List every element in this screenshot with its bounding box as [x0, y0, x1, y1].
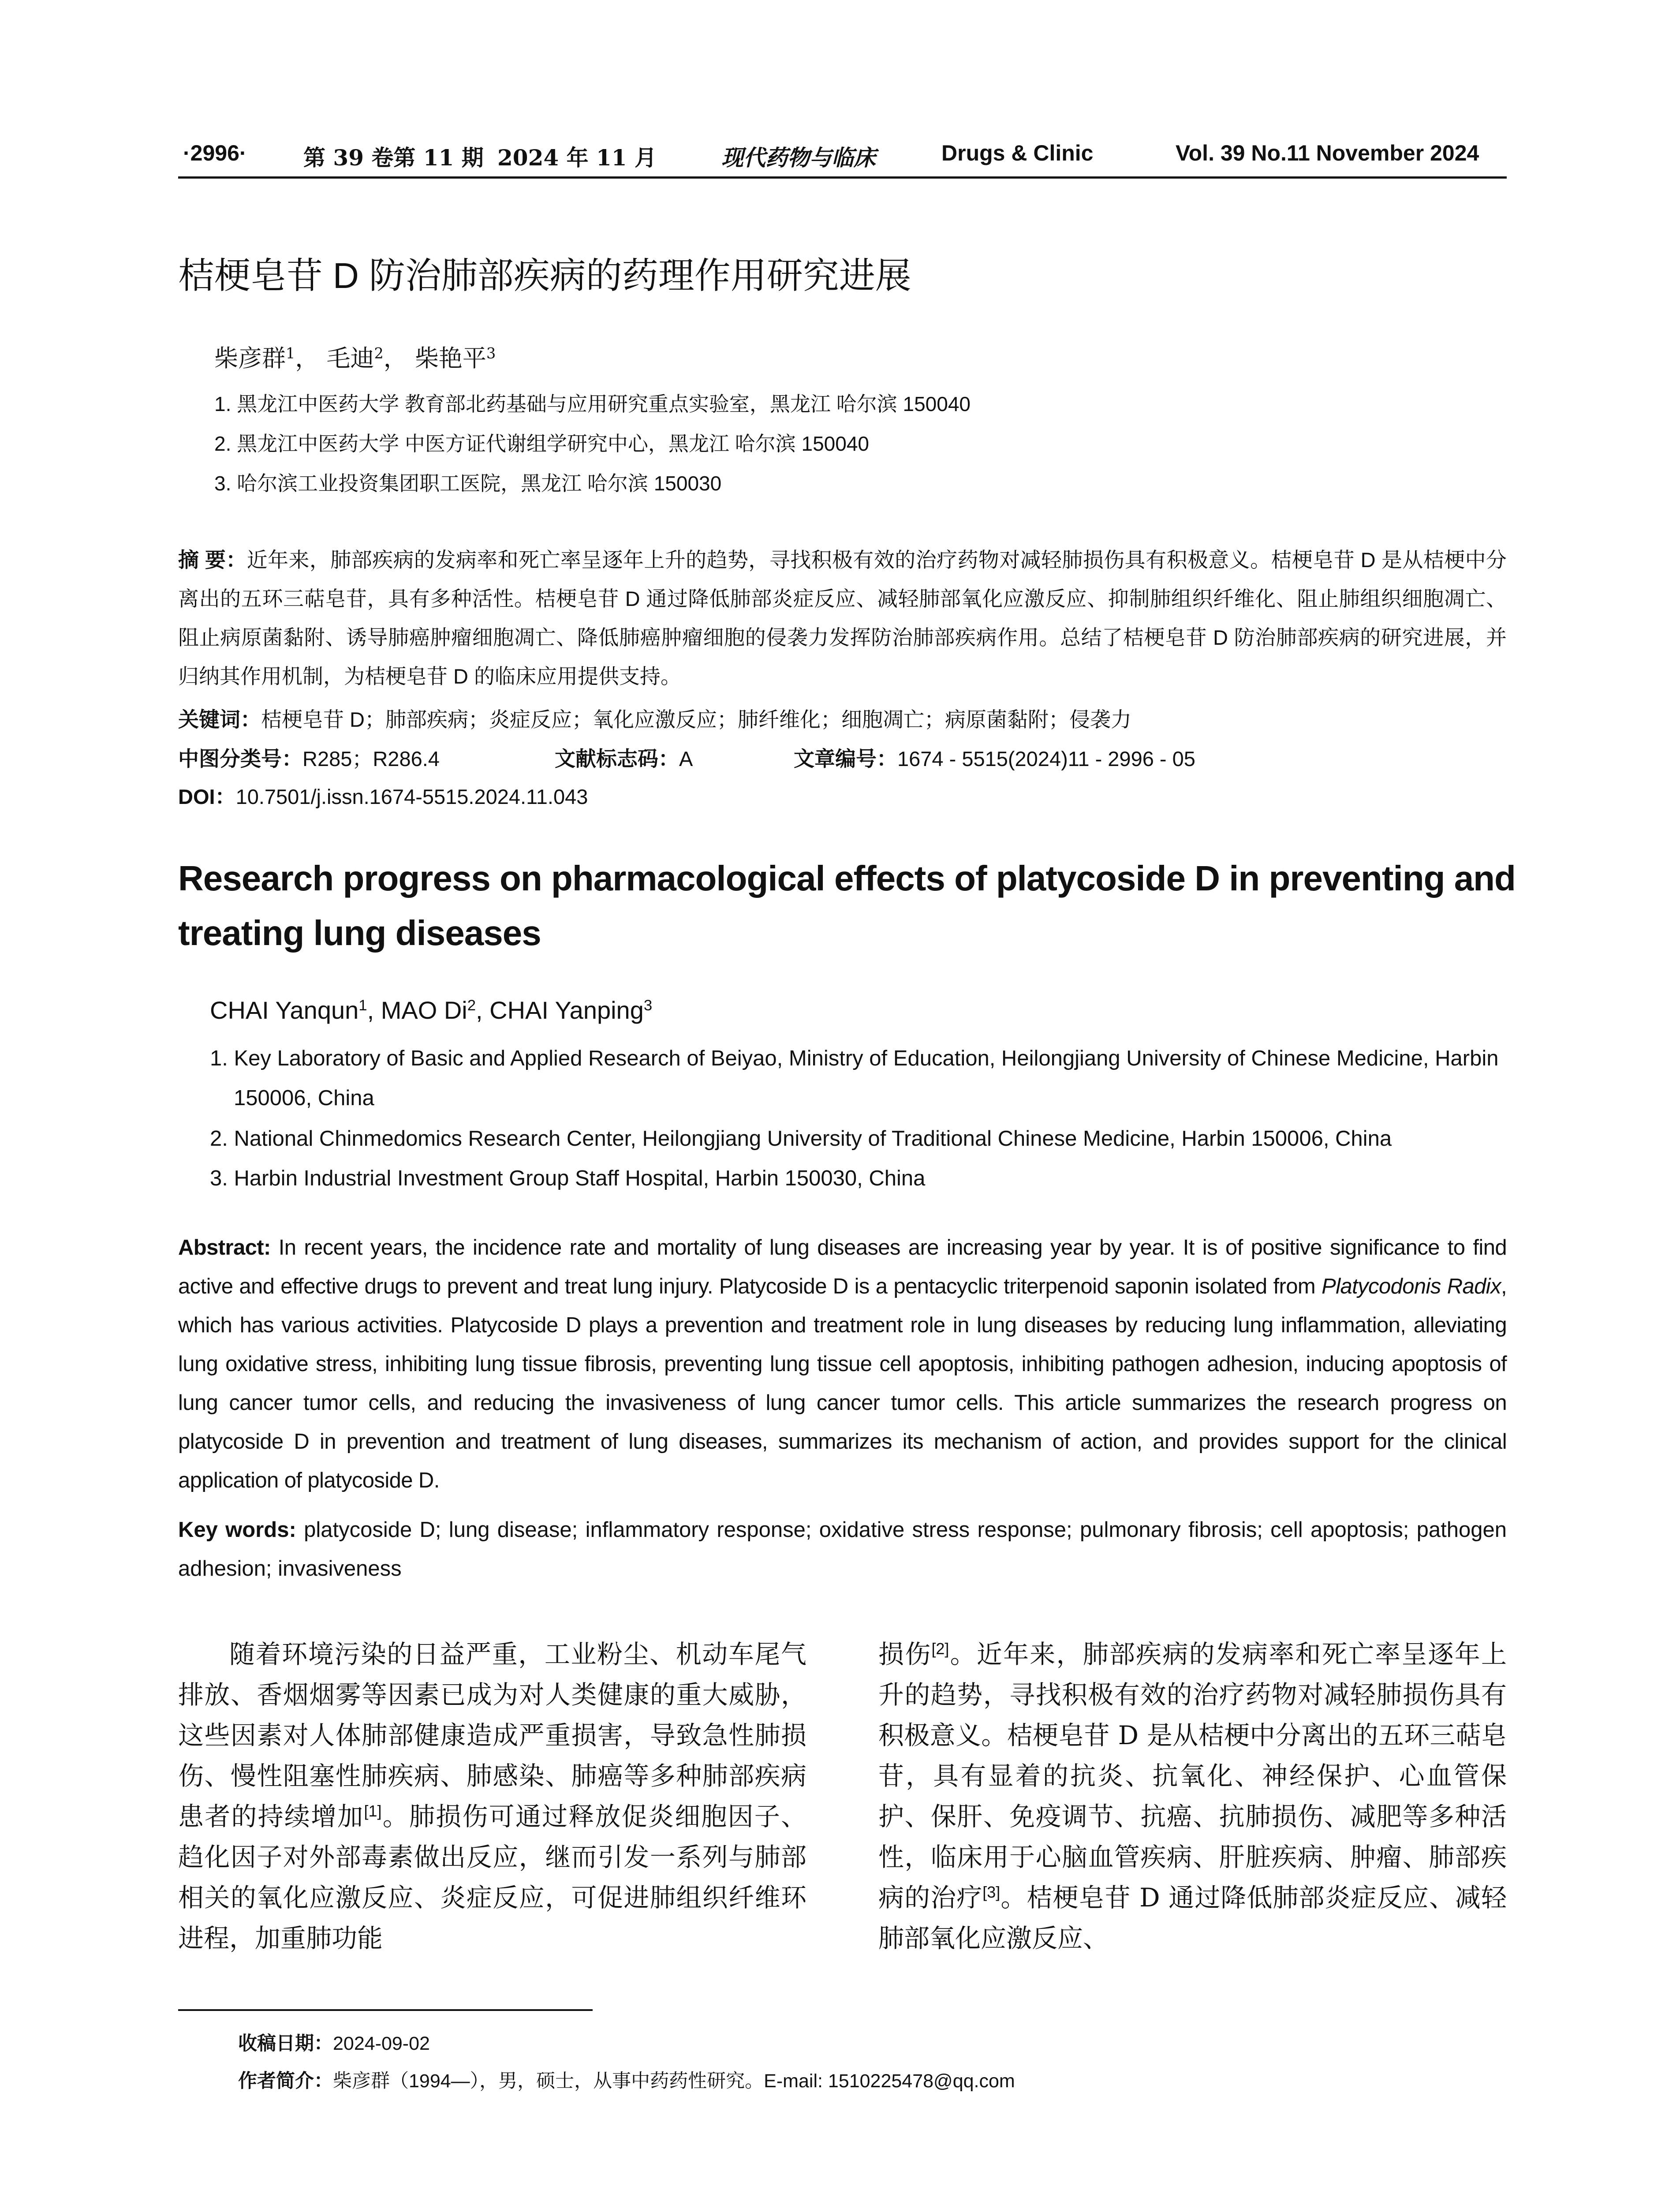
- body-text: 。桔梗皂苷 D 通过降低肺部炎症反应、减轻肺部氧化应激反应、: [878, 1883, 1507, 1953]
- article-number-value: 1674 - 5515(2024)11 - 2996 - 05: [897, 747, 1195, 770]
- citation-ref: [1]: [364, 1802, 382, 1820]
- header-journal-en: Drugs & Clinic: [941, 141, 1094, 165]
- header-volume-en: Vol. 39 No.11 November 2024: [1176, 141, 1479, 165]
- doi-label: DOI：: [178, 785, 236, 808]
- affiliation-cn: 2. 黑龙江中医药大学 中医方证代谢组学研究中心，黑龙江 哈尔滨 150040: [214, 432, 869, 455]
- article-title-en: Research progress on pharmacological effects of platycoside D in preventing and treating lung diseases: [178, 859, 1516, 953]
- body-column-right: [878, 1634, 1507, 1958]
- keywords-text-en: platycoside D; lung disease; inflammatory response; oxidative stress response; pulmonary fibrosis; cell apoptosis; pathogen adhesion; invasiveness: [178, 1518, 1507, 1581]
- abstract-label-cn: 摘 要：: [178, 548, 247, 572]
- keywords-text-cn: 桔梗皂苷 D；肺部疾病；炎症反应；氧化应激反应；肺纤维化；细胞凋亡；病原菌黏附；侵袭力: [261, 708, 1131, 731]
- author-sup: 1: [286, 344, 295, 362]
- keywords-label-en: Key words:: [178, 1518, 296, 1542]
- author-sup: 1: [358, 997, 367, 1014]
- doi-line: [178, 781, 588, 810]
- header-volume-cn: 第 39 卷第 11 期: [303, 145, 484, 171]
- authors-en: CHAI Yanqun$^1$, MAO Di$^2$, CHAI Yanping$^3$: [210, 996, 653, 1024]
- article-title-cn: 桔梗皂苷 D 防治肺部疾病的药理作用研究进展: [178, 256, 911, 296]
- author-name: 柴彦群: [214, 344, 286, 372]
- abstract-text-en: In recent years, the incidence rate and mortality of lung diseases are increasing year by year. It is of positive significance to find active and effective drugs to prevent and treat lung injury. Platycoside D is a pentacyclic triterpenoid saponin isolated from: [178, 1236, 1507, 1298]
- clc-value: R285；R286.4: [302, 747, 440, 770]
- author-name: 柴艳平: [414, 344, 486, 372]
- received-date: 2024-09-02: [333, 2033, 430, 2054]
- body-text: 。肺损伤可通过释放促炎细胞因子、趋化因子对外部毒素做出反应，继而引发一系列与肺部相关的氧化应激反应、炎症反应，可促进肺组织纤维环进程，加重肺功能: [178, 1801, 806, 1953]
- author-name: MAO Di: [381, 996, 467, 1024]
- citation-ref: [2]: [931, 1640, 949, 1658]
- doc-code-label: 文献标志码：: [555, 747, 679, 770]
- doc-code: [555, 743, 693, 772]
- author-sup: 2: [374, 344, 384, 362]
- citation-ref: [3]: [982, 1883, 1001, 1902]
- classification-line: [178, 743, 440, 772]
- abstract-cn: [178, 541, 1507, 696]
- abstract-text-cn: 近年来，肺部疾病的发病率和死亡率呈逐年上升的趋势，寻找积极有效的治疗药物对减轻肺损伤具有积极意义。桔梗皂苷 D 是从桔梗中分离出的五环三萜皂苷，具有多种活性。桔梗皂苷 D 通过降低肺部炎症反应、减轻肺部氧化应激反应、抑制肺组织纤维化、阻止肺组织细胞凋亡、阻止病原菌黏附、诱导肺癌肿瘤细胞凋亡、降低肺癌肿瘤细胞的侵袭力发挥防治肺部疾病作用。总结了桔梗皂苷 D 防治肺部疾病的研究进展，并归纳其作用机制，为桔梗皂苷 D 的临床应用提供支持。: [178, 548, 1507, 688]
- author-name: CHAI Yanping: [489, 996, 644, 1024]
- abstract-en: [178, 1228, 1507, 1500]
- clc-label: 中图分类号：: [178, 747, 302, 770]
- author-bio-label: 作者简介：: [238, 2070, 333, 2092]
- abstract-italic-en: Platycodonis Radix: [1322, 1274, 1501, 1298]
- keywords-en: [178, 1510, 1507, 1588]
- footnote-author: [238, 2066, 1015, 2093]
- doi-value: 10.7501/j.issn.1674-5515.2024.11.043: [235, 785, 588, 808]
- page-number: ·2996·: [183, 141, 247, 165]
- affiliation-cn: 3. 哈尔滨工业投资集团职工医院，黑龙江 哈尔滨 150030: [214, 472, 722, 495]
- footnote-received: [238, 2029, 430, 2056]
- body-text: 随着环境污染的日益严重，工业粉尘、机动车尾气排放、香烟烟雾等因素已成为对人类健康的重大威胁，这些因素对人体肺部健康造成严重损害，导致急性肺损伤、慢性阻塞性肺疾病、肺感染、肺癌等多种肺部疾病患者的持续增加: [178, 1639, 806, 1831]
- author-name: 毛迪: [326, 344, 374, 372]
- received-label: 收稿日期：: [238, 2033, 333, 2054]
- author-sup: 3: [643, 997, 653, 1014]
- header-rule: [178, 176, 1507, 179]
- header-journal-cn: 现代药物与临床: [721, 145, 876, 171]
- affiliation-cn: 1. 黑龙江中医药大学 教育部北药基础与应用研究重点实验室，黑龙江 哈尔滨 150040: [214, 392, 971, 415]
- body-text: 损伤: [878, 1639, 932, 1669]
- author-sup: 2: [467, 997, 476, 1014]
- keywords-cn: [178, 703, 1131, 733]
- author-name: CHAI Yanqun: [210, 996, 359, 1024]
- author-bio: 柴彦群（1994—），男，硕士，从事中药药性研究。E-mail: 1510225478@qq.com: [333, 2070, 1015, 2092]
- affiliation-en: 1. Key Laboratory of Basic and Applied Research of Beiyao, Ministry of Education, Heilongjiang University of Chinese Medicine, Harbin 150006, China: [210, 1046, 1499, 1110]
- header-date-cn: 2024 年 11 月: [497, 145, 657, 171]
- authors-cn: 柴彦群$^1$， 毛迪$^2$， 柴艳平$^3$: [214, 344, 496, 372]
- author-sup: 3: [486, 344, 496, 362]
- article-number: [794, 743, 1195, 772]
- affiliation-en: 3. Harbin Industrial Investment Group Staff Hospital, Harbin 150030, China: [210, 1166, 926, 1190]
- keywords-label-cn: 关键词：: [178, 708, 261, 731]
- affiliation-en: 2. National Chinmedomics Research Center, Heilongjiang University of Traditional Chinese Medicine, Harbin 150006, China: [210, 1127, 1392, 1151]
- abstract-label-en: Abstract:: [178, 1236, 271, 1259]
- body-text: 。近年来，肺部疾病的发病率和死亡率呈逐年上升的趋势，寻找积极有效的治疗药物对减轻肺损伤具有积极意义。桔梗皂苷 D 是从桔梗中分离出的五环三萜皂苷，具有显着的抗炎、抗氧化、神经保护、心血管保护、保肝、免疫调节、抗癌、抗肺损伤、减肥等多种活性，临床用于心脑血管疾病、肝脏疾病、肿瘤、肺部疾病的治疗: [878, 1639, 1507, 1913]
- footnote-rule: [178, 2009, 593, 2011]
- article-number-label: 文章编号：: [794, 747, 897, 770]
- doc-code-value: A: [679, 747, 693, 770]
- abstract-text-en-2: , which has various activities. Platycoside D plays a prevention and treatment role in lung diseases by reducing lung inflammation, alleviating lung oxidative stress, inhibiting lung tissue fibrosis, preventing lung tissue cell apoptosis, inhibiting pathogen adhesion, inducing apoptosis of lung cancer tumor cells, and reducing the invasiveness of lung cancer tumor cells. This article summarizes the research progress on platycoside D in prevention and treatment of lung diseases, summarizes its mechanism of action, and provides support for the clinical application of platycoside D.: [178, 1274, 1507, 1492]
- body-column-left: [178, 1634, 806, 1958]
